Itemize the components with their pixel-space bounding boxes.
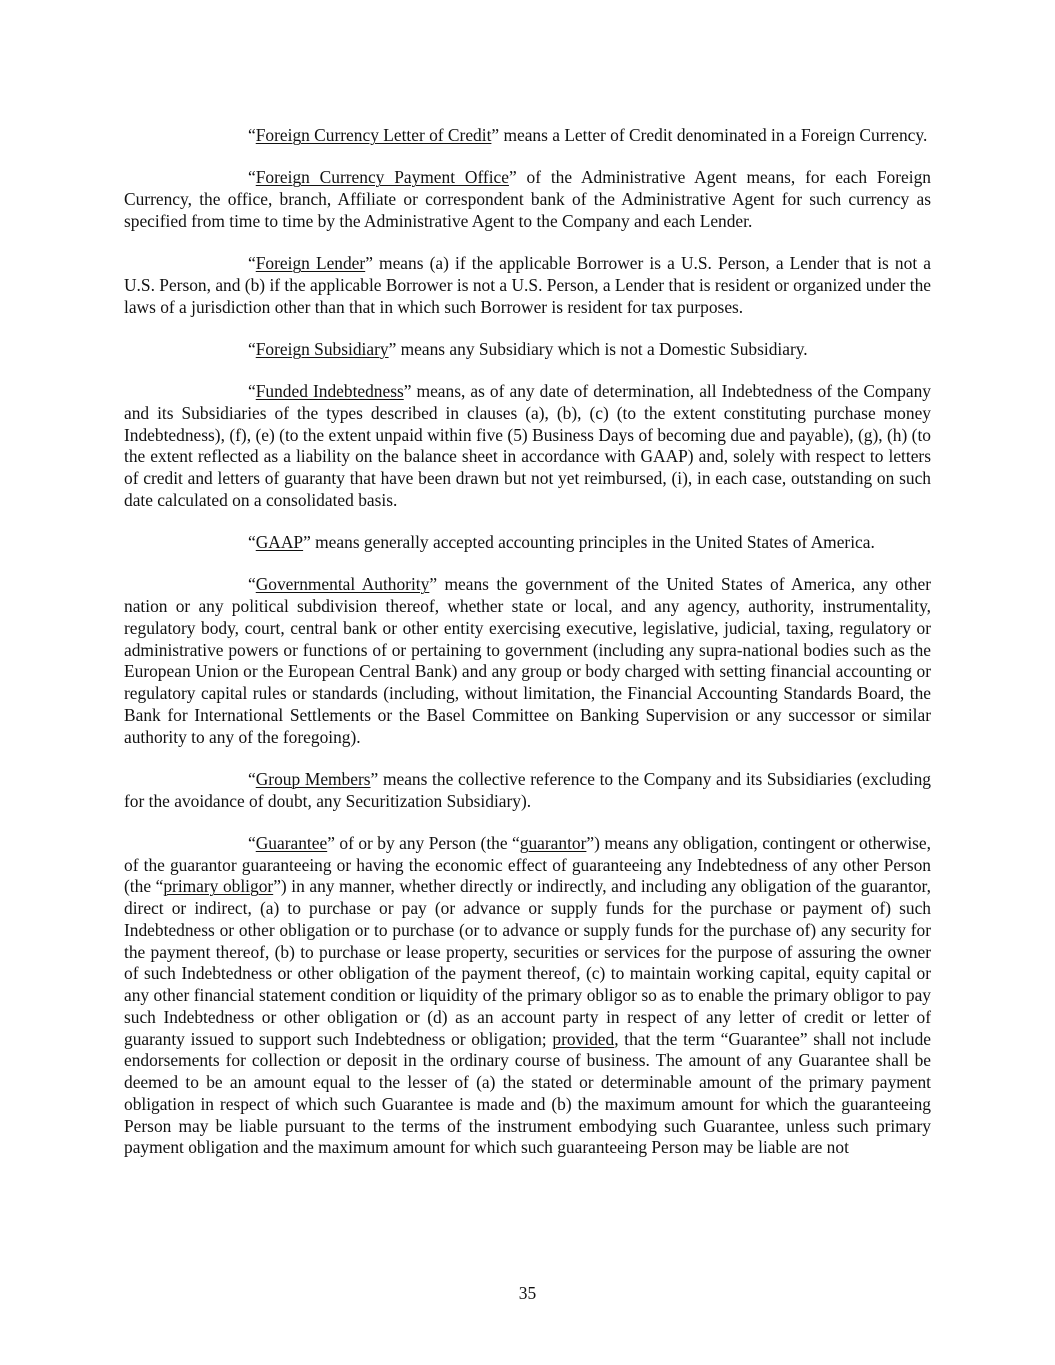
defined-term: Group Members [255,768,371,789]
defined-term: Foreign Lender [255,253,366,273]
defined-term: Funded Indebtedness [255,381,404,401]
defined-term: Foreign Currency Payment Office [255,167,509,188]
page-number: 35 [518,1283,537,1303]
definition-foreign-currency-payment-office: “Foreign Currency Payment Office” of the Administrative Agent means, for each Foreign Currency, the office, branch, Affiliate or correspondent bank of the Administrative Agent for such currency as specified from time to time by the Administrative Agent to the Company and each Lender. [124,167,931,231]
defined-term: guarantor [519,832,587,853]
defined-term: Foreign Currency Letter of Credit [255,125,492,145]
definition-foreign-lender: “Foreign Lender” means (a) if the applicable Borrower is a U.S. Person, a Lender that is not a U.S. Person, and (b) if the applicable Borrower is not a U.S. Person, a Lender that is resident or organized under the laws of a jurisdiction other than that in which such Borrower is resident for tax purposes. [124,253,931,317]
definition-governmental-authority: “Governmental Authority” means the government of the United States of America, any other nation or any political subdivision thereof, whether state or local, and any agency, authority, instrumentality, regulatory body, court, central bank or other entity exercising executive, legislative, judicial, taxing, regulatory or administrative powers or functions of or pertaining to government (including any supra-national bodies such as the European Union or the European Central Bank) and any group or body charged with setting financial accounting or regulatory capital rules or standards (including, without limitation, the Financial Accounting Standards Board, the Bank for International Settlements or the Basel Committee on Banking Supervision or any successor or similar authority to any of the foregoing). [124,574,931,747]
defined-term: provided [552,1028,615,1049]
defined-term: Governmental Authority [255,574,430,595]
definition-gaap: “GAAP” means generally accepted accounting principles in the United States of America. [248,532,875,552]
defined-term: Foreign Subsidiary [255,338,389,359]
definition-group-members: “Group Members” means the collective reference to the Company and its Subsidiaries (excluding for the avoidance of doubt, any Securitization Subsidiary). [124,768,931,811]
defined-term: GAAP [255,532,304,552]
definition-foreign-currency-letter-of-credit: “Foreign Currency Letter of Credit” means a Letter of Credit denominated in a Foreign Currency. [248,125,928,145]
document-body [124,125,931,1180]
definition-foreign-subsidiary: “Foreign Subsidiary” means any Subsidiary which is not a Domestic Subsidiary. [248,338,808,359]
definition-guarantee: “Guarantee” of or by any Person (the “guarantor”) means any obligation, contingent or otherwise, of the guarantor guaranteeing or having the economic effect of guaranteeing any Indebtedness of any other Person (the “primary obligor”) in any manner, whether directly or indirectly, and including any obligation of the guarantor, direct or indirect, (a) to purchase or pay (or advance or supply funds for the purchase or payment of) such Indebtedness or other obligation or to purchase (or to advance or supply funds for the purchase of) any security for the payment thereof, (b) to purchase or lease property, securities or services for the purpose of assuring the owner of such Indebtedness or other obligation of the payment thereof, (c) to maintain working capital, equity capital or any other financial statement condition or liquidity of the primary obligor so as to enable the primary obligor to pay such Indebtedness or other obligation or (d) as an account party in respect of any letter of credit or letter of guaranty issued to support such Indebtedness or obligation; provided, that the term “Guarantee” shall not include endorsements for collection or deposit in the ordinary course of business. The amount of any Guarantee shall be deemed to be an amount equal to the lesser of (a) the stated or determinable amount of the primary payment obligation in respect of which such Guarantee is made and (b) the maximum amount for which the guaranteeing Person may be liable pursuant to the terms of the instrument embodying such Guarantee, unless such primary payment obligation and the maximum amount for which such guaranteeing Person may be liable are not [124,832,931,1158]
definition-funded-indebtedness: “Funded Indebtedness” means, as of any date of determination, all Indebtedness of the Company and its Subsidiaries of the types described in clauses (a), (b), (c) (to the extent constituting purchase money Indebtedness), (f), (e) (to the extent unpaid within five (5) Business Days of becoming due and payable), (g), (h) (to the extent reflected as a liability on the balance sheet in accordance with GAAP) and, solely with respect to letters of credit and letters of guaranty that have been drawn but not yet reimbursed, (i), in each case, outstanding on such date calculated on a consolidated basis. [124,381,931,510]
defined-term: Guarantee [255,832,328,853]
defined-term: primary obligor [163,876,274,897]
